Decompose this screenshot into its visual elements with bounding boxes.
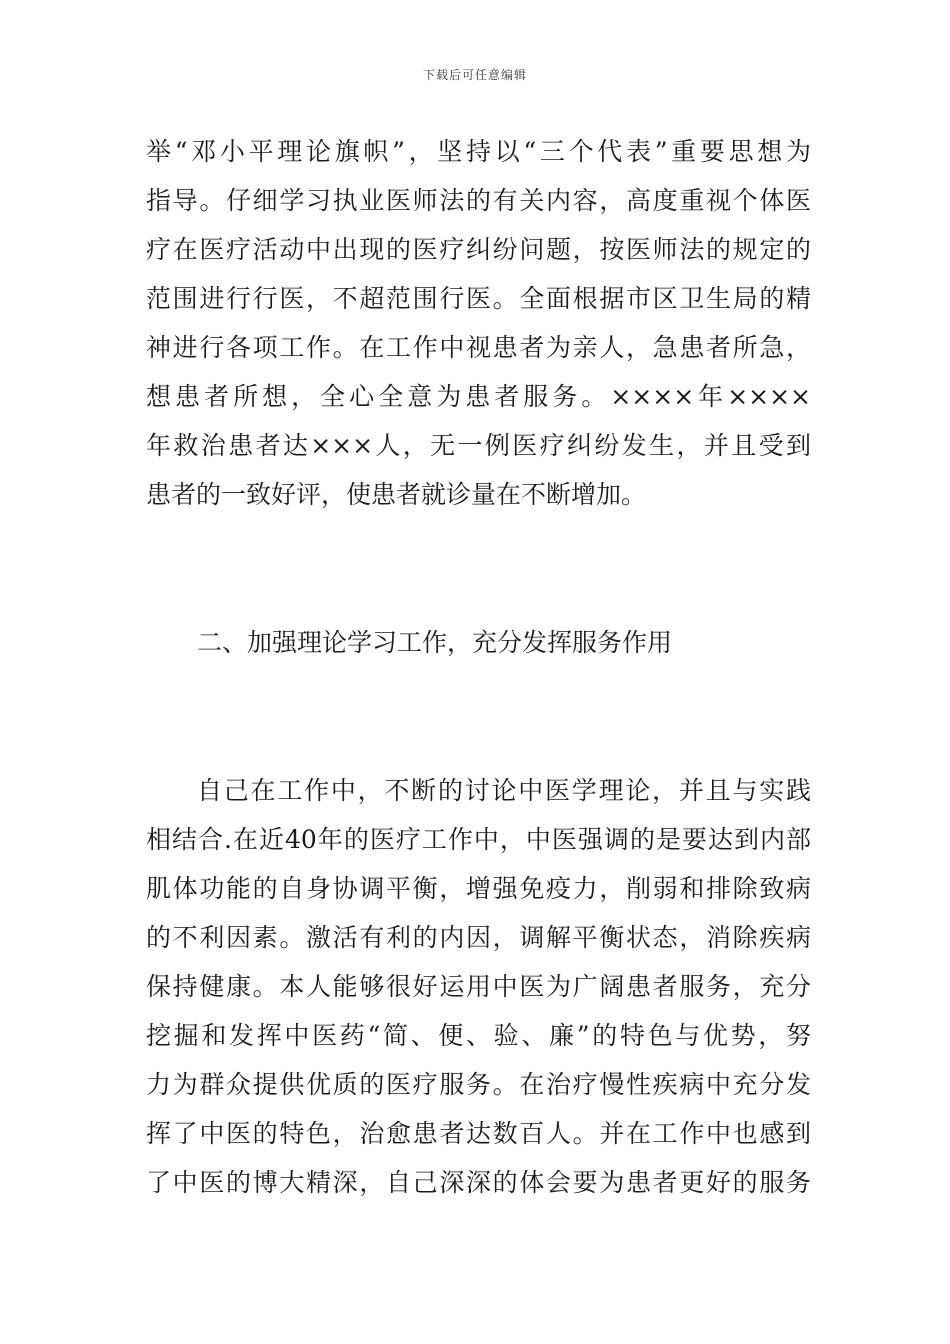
paragraph-line: 年救治患者达×××人，无一例医疗纠纷发生，并且受到 xyxy=(146,431,811,460)
paragraph-line: 力为群众提供优质的医疗服务。在治疗慢性疾病中充分发 xyxy=(146,1070,811,1099)
paragraph-line: 范围进行行医，不超范围行医。全面根据市区卫生局的精 xyxy=(146,284,811,313)
section-heading: 二、加强理论学习工作，充分发挥服务作用 xyxy=(197,628,673,657)
paragraph-line: 挖掘和发挥中医药“简、便、验、廉”的特色与优势，努 xyxy=(146,1021,811,1050)
paragraph-line: 了中医的博大精深，自己深深的体会要为患者更好的服务 xyxy=(146,1168,811,1197)
paragraph-line: 举“邓小平理论旗帜”，坚持以“三个代表”重要思想为 xyxy=(146,137,811,166)
paragraph-line: 想患者所想，全心全意为患者服务。××××年×××× xyxy=(146,382,811,411)
paragraph-line: 挥了中医的特色，治愈患者达数百人。并在工作中也感到 xyxy=(146,1119,811,1148)
paragraph-line: 肌体功能的自身协调平衡，增强免疫力，削弱和排除致病 xyxy=(146,874,811,903)
page-header-note: 下载后可任意编辑 xyxy=(422,68,527,82)
paragraph-line: 患者的一致好评，使患者就诊量在不断增加。 xyxy=(146,480,647,509)
paragraph-line: 保持健康。本人能够很好运用中医为广阔患者服务，充分 xyxy=(146,972,811,1001)
document-body xyxy=(146,127,811,1207)
paragraph-line: 的不利因素。激活有利的内因，调解平衡状态，消除疾病 xyxy=(146,923,811,952)
paragraph-2 xyxy=(146,766,811,1207)
paragraph-line: 指导。仔细学习执业医师法的有关内容，高度重视个体医 xyxy=(146,186,811,215)
paragraph-1 xyxy=(146,127,811,519)
paragraph-line: 自己在工作中，不断的讨论中医学理论，并且与实践 xyxy=(197,776,811,805)
paragraph-line: 神进行各项工作。在工作中视患者为亲人，急患者所急， xyxy=(146,333,811,362)
paragraph-line: 疗在医疗活动中出现的医疗纠纷问题，按医师法的规定的 xyxy=(146,235,811,264)
paragraph-line: 相结合.在近40年的医疗工作中，中医强调的是要达到内部 xyxy=(146,825,811,854)
